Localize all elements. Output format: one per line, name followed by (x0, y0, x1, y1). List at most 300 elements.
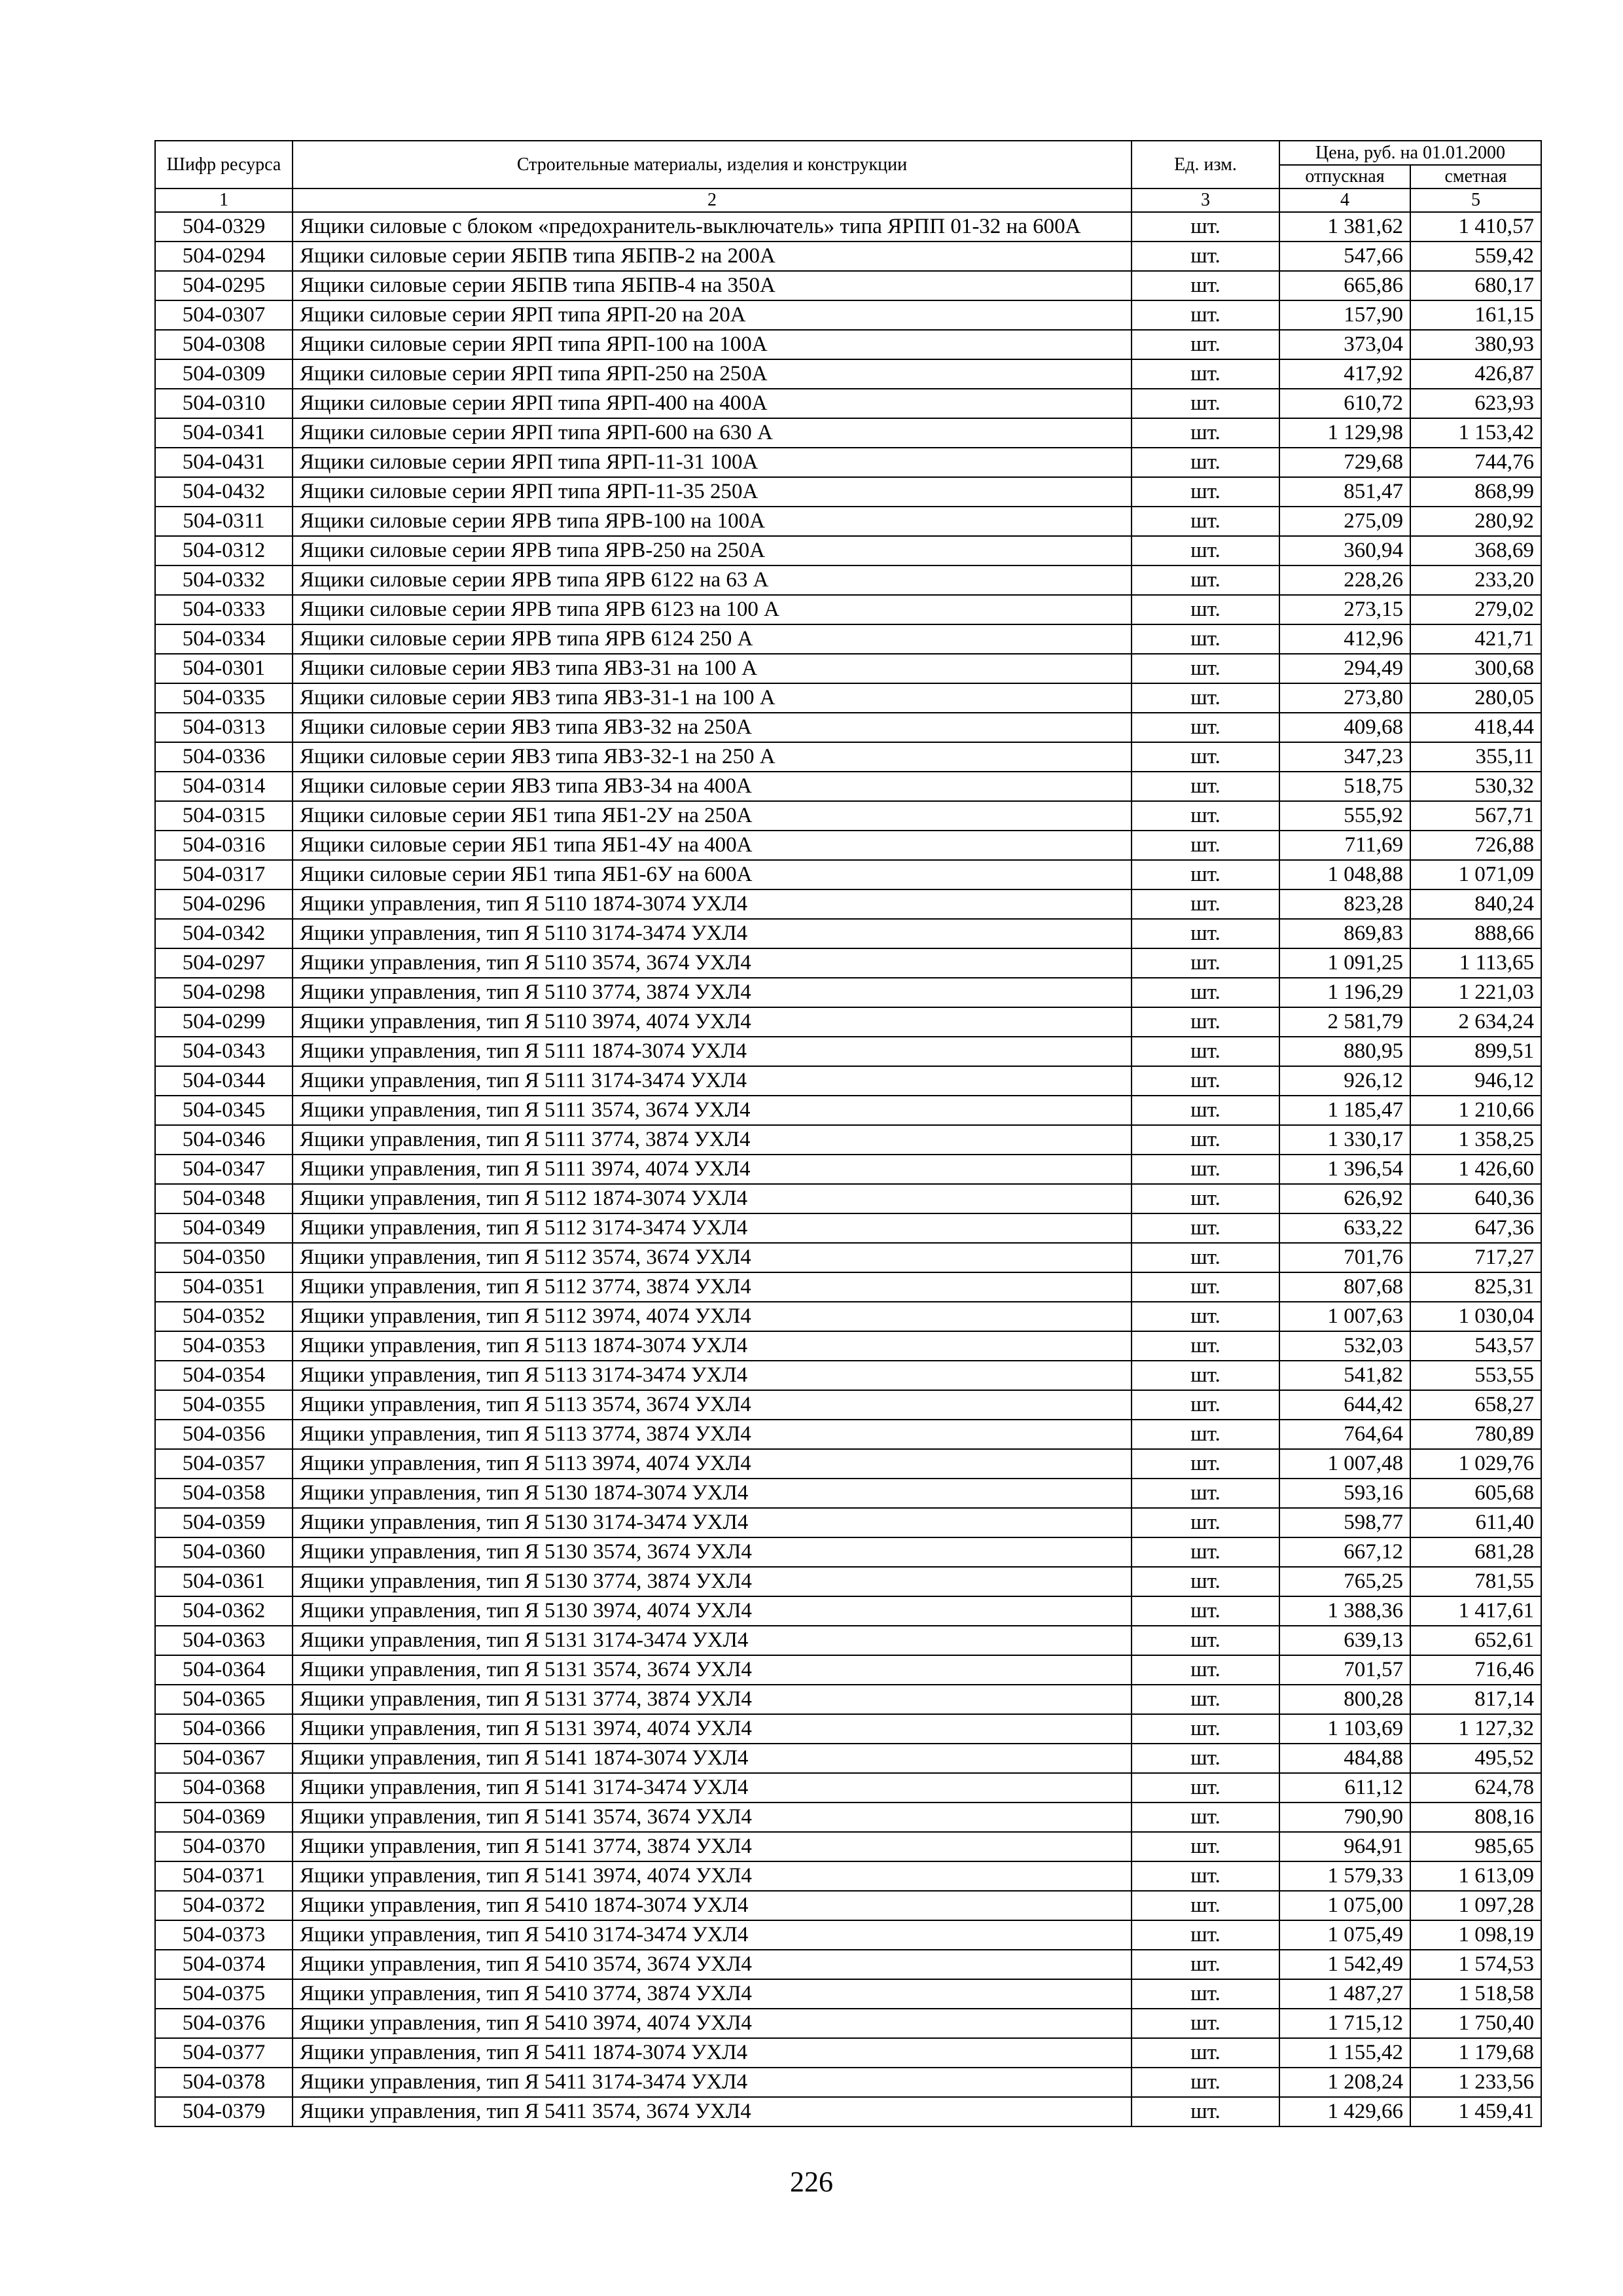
material-name: Ящики управления, тип Я 5410 1874-3074 УХЛ4 (293, 1891, 1132, 1920)
table-row (155, 1420, 1541, 1449)
table-row (155, 1567, 1541, 1596)
resource-code: 504-0364 (155, 1655, 293, 1685)
material-name: Ящики управления, тип Я 5113 1874-3074 УХЛ4 (293, 1331, 1132, 1361)
material-name: Ящики управления, тип Я 5110 3774, 3874 УХЛ4 (293, 978, 1132, 1007)
resource-code: 504-0352 (155, 1302, 293, 1331)
unit-of-measure: шт. (1132, 2038, 1279, 2068)
material-name: Ящики силовые серии ЯРВ типа ЯРВ-100 на 100А (293, 507, 1132, 536)
resource-code: 504-0294 (155, 242, 293, 271)
release-price: 1 196,29 (1279, 978, 1410, 1007)
release-price: 800,28 (1279, 1685, 1410, 1714)
table-row (155, 1744, 1541, 1773)
resource-code: 504-0358 (155, 1479, 293, 1508)
material-name: Ящики управления, тип Я 5111 3174-3474 УХЛ4 (293, 1066, 1132, 1096)
estimate-price: 426,87 (1410, 359, 1541, 389)
material-name: Ящики управления, тип Я 5112 3174-3474 УХЛ4 (293, 1213, 1132, 1243)
table-row (155, 1479, 1541, 1508)
unit-of-measure: шт. (1132, 624, 1279, 654)
table-row (155, 595, 1541, 624)
resource-code: 504-0369 (155, 1803, 293, 1832)
release-price: 484,88 (1279, 1744, 1410, 1773)
header-unit: Ед. изм. (1132, 141, 1279, 188)
resource-code: 504-0350 (155, 1243, 293, 1272)
header-release-price: отпускная (1279, 165, 1410, 188)
release-price: 1 330,17 (1279, 1125, 1410, 1155)
material-name: Ящики силовые серии ЯРП типа ЯРП-20 на 20А (293, 300, 1132, 330)
resource-code: 504-0344 (155, 1066, 293, 1096)
estimate-price: 1 410,57 (1410, 212, 1541, 242)
release-price: 1 075,49 (1279, 1920, 1410, 1950)
table-body (155, 212, 1541, 2126)
unit-of-measure: шт. (1132, 300, 1279, 330)
release-price: 360,94 (1279, 536, 1410, 565)
release-price: 964,91 (1279, 1832, 1410, 1861)
estimate-price: 1 113,65 (1410, 948, 1541, 978)
material-name: Ящики управления, тип Я 5111 3574, 3674 УХЛ4 (293, 1096, 1132, 1125)
unit-of-measure: шт. (1132, 1979, 1279, 2009)
resource-code: 504-0342 (155, 919, 293, 948)
table-row (155, 654, 1541, 683)
material-name: Ящики силовые серии ЯРВ типа ЯРВ-250 на 250А (293, 536, 1132, 565)
estimate-price: 1 426,60 (1410, 1155, 1541, 1184)
material-name: Ящики управления, тип Я 5113 3174-3474 УХЛ4 (293, 1361, 1132, 1390)
table-row (155, 1390, 1541, 1420)
column-number: 1 (155, 188, 293, 212)
estimate-price: 1 750,40 (1410, 2009, 1541, 2038)
material-name: Ящики управления, тип Я 5141 3174-3474 УХЛ4 (293, 1773, 1132, 1803)
release-price: 373,04 (1279, 330, 1410, 359)
material-name: Ящики управления, тип Я 5141 3774, 3874 УХЛ4 (293, 1832, 1132, 1861)
estimate-price: 1 518,58 (1410, 1979, 1541, 2009)
release-price: 665,86 (1279, 271, 1410, 300)
release-price: 701,76 (1279, 1243, 1410, 1272)
release-price: 275,09 (1279, 507, 1410, 536)
resource-code: 504-0299 (155, 1007, 293, 1037)
material-name: Ящики управления, тип Я 5112 3774, 3874 УХЛ4 (293, 1272, 1132, 1302)
release-price: 807,68 (1279, 1272, 1410, 1302)
unit-of-measure: шт. (1132, 1891, 1279, 1920)
resource-code: 504-0353 (155, 1331, 293, 1361)
resource-code: 504-0355 (155, 1390, 293, 1420)
release-price: 273,15 (1279, 595, 1410, 624)
table-row (155, 1155, 1541, 1184)
material-name: Ящики управления, тип Я 5112 1874-3074 УХЛ4 (293, 1184, 1132, 1213)
resource-code: 504-0366 (155, 1714, 293, 1744)
release-price: 1 208,24 (1279, 2068, 1410, 2097)
resource-code: 504-0372 (155, 1891, 293, 1920)
estimate-price: 421,71 (1410, 624, 1541, 654)
table-row (155, 300, 1541, 330)
table-row (155, 978, 1541, 1007)
material-name: Ящики силовые серии ЯБ1 типа ЯБ1-6У на 600А (293, 860, 1132, 889)
resource-code: 504-0333 (155, 595, 293, 624)
estimate-price: 611,40 (1410, 1508, 1541, 1537)
material-name: Ящики силовые серии ЯРП типа ЯРП-400 на 400А (293, 389, 1132, 418)
table-row (155, 1950, 1541, 1979)
estimate-price: 553,55 (1410, 1361, 1541, 1390)
material-name: Ящики силовые серии ЯБ1 типа ЯБ1-2У на 250А (293, 801, 1132, 831)
material-name: Ящики силовые с блоком «предохранитель-выключатель» типа ЯРПП 01-32 на 600А (293, 212, 1132, 242)
material-name: Ящики управления, тип Я 5112 3574, 3674 УХЛ4 (293, 1243, 1132, 1272)
price-table (154, 140, 1542, 2127)
unit-of-measure: шт. (1132, 1390, 1279, 1420)
estimate-price: 624,78 (1410, 1773, 1541, 1803)
release-price: 633,22 (1279, 1213, 1410, 1243)
unit-of-measure: шт. (1132, 2068, 1279, 2097)
resource-code: 504-0297 (155, 948, 293, 978)
material-name: Ящики управления, тип Я 5131 3574, 3674 УХЛ4 (293, 1655, 1132, 1685)
resource-code: 504-0432 (155, 477, 293, 507)
release-price: 1 103,69 (1279, 1714, 1410, 1744)
table-header (155, 141, 1541, 212)
table-row (155, 1979, 1541, 2009)
estimate-price: 380,93 (1410, 330, 1541, 359)
unit-of-measure: шт. (1132, 1567, 1279, 1596)
column-number: 5 (1410, 188, 1541, 212)
release-price: 1 075,00 (1279, 1891, 1410, 1920)
release-price: 1 007,63 (1279, 1302, 1410, 1331)
estimate-price: 868,99 (1410, 477, 1541, 507)
unit-of-measure: шт. (1132, 1125, 1279, 1155)
table-row (155, 1361, 1541, 1390)
resource-code: 504-0332 (155, 565, 293, 595)
unit-of-measure: шт. (1132, 1331, 1279, 1361)
table-row (155, 1331, 1541, 1361)
estimate-price: 161,15 (1410, 300, 1541, 330)
material-name: Ящики силовые серии ЯБ1 типа ЯБ1-4У на 400А (293, 831, 1132, 860)
release-price: 701,57 (1279, 1655, 1410, 1685)
unit-of-measure: шт. (1132, 683, 1279, 713)
table-row (155, 683, 1541, 713)
material-name: Ящики управления, тип Я 5411 1874-3074 УХЛ4 (293, 2038, 1132, 2068)
release-price: 409,68 (1279, 713, 1410, 742)
unit-of-measure: шт. (1132, 2097, 1279, 2126)
release-price: 1 487,27 (1279, 1979, 1410, 2009)
unit-of-measure: шт. (1132, 1655, 1279, 1685)
estimate-price: 780,89 (1410, 1420, 1541, 1449)
release-price: 228,26 (1279, 565, 1410, 595)
resource-code: 504-0295 (155, 271, 293, 300)
material-name: Ящики силовые серии ЯРВ типа ЯРВ 6123 на 100 А (293, 595, 1132, 624)
release-price: 626,92 (1279, 1184, 1410, 1213)
table-row (155, 1037, 1541, 1066)
header-price: Цена, руб. на 01.01.2000 (1279, 141, 1541, 165)
table-row (155, 477, 1541, 507)
column-number: 2 (293, 188, 1132, 212)
release-price: 1 185,47 (1279, 1096, 1410, 1125)
resource-code: 504-0351 (155, 1272, 293, 1302)
table-row (155, 1803, 1541, 1832)
unit-of-measure: шт. (1132, 1537, 1279, 1567)
resource-code: 504-0378 (155, 2068, 293, 2097)
release-price: 1 396,54 (1279, 1155, 1410, 1184)
unit-of-measure: шт. (1132, 448, 1279, 477)
table-row (155, 772, 1541, 801)
material-name: Ящики управления, тип Я 5410 3974, 4074 УХЛ4 (293, 2009, 1132, 2038)
material-name: Ящики управления, тип Я 5110 3174-3474 УХЛ4 (293, 919, 1132, 948)
material-name: Ящики управления, тип Я 5130 1874-3074 УХЛ4 (293, 1479, 1132, 1508)
resource-code: 504-0379 (155, 2097, 293, 2126)
release-price: 1 129,98 (1279, 418, 1410, 448)
unit-of-measure: шт. (1132, 1449, 1279, 1479)
release-price: 851,47 (1279, 477, 1410, 507)
material-name: Ящики управления, тип Я 5110 1874-3074 УХЛ4 (293, 889, 1132, 919)
estimate-price: 1 098,19 (1410, 1920, 1541, 1950)
resource-code: 504-0347 (155, 1155, 293, 1184)
resource-code: 504-0334 (155, 624, 293, 654)
resource-code: 504-0365 (155, 1685, 293, 1714)
estimate-price: 717,27 (1410, 1243, 1541, 1272)
resource-code: 504-0311 (155, 507, 293, 536)
resource-code: 504-0348 (155, 1184, 293, 1213)
estimate-price: 300,68 (1410, 654, 1541, 683)
material-name: Ящики управления, тип Я 5113 3574, 3674 УХЛ4 (293, 1390, 1132, 1420)
resource-code: 504-0373 (155, 1920, 293, 1950)
unit-of-measure: шт. (1132, 1420, 1279, 1449)
resource-code: 504-0360 (155, 1537, 293, 1567)
estimate-price: 1 127,32 (1410, 1714, 1541, 1744)
table-row (155, 1920, 1541, 1950)
unit-of-measure: шт. (1132, 1096, 1279, 1125)
estimate-price: 744,76 (1410, 448, 1541, 477)
resource-code: 504-0329 (155, 212, 293, 242)
unit-of-measure: шт. (1132, 330, 1279, 359)
header-name: Строительные материалы, изделия и конструкции (293, 141, 1132, 188)
resource-code: 504-0346 (155, 1125, 293, 1155)
material-name: Ящики управления, тип Я 5130 3574, 3674 УХЛ4 (293, 1537, 1132, 1567)
resource-code: 504-0370 (155, 1832, 293, 1861)
unit-of-measure: шт. (1132, 1861, 1279, 1891)
unit-of-measure: шт. (1132, 860, 1279, 889)
estimate-price: 680,17 (1410, 271, 1541, 300)
estimate-price: 825,31 (1410, 1272, 1541, 1302)
unit-of-measure: шт. (1132, 1596, 1279, 1626)
release-price: 823,28 (1279, 889, 1410, 919)
release-price: 764,64 (1279, 1420, 1410, 1449)
table-row (155, 1449, 1541, 1479)
table-row (155, 389, 1541, 418)
release-price: 555,92 (1279, 801, 1410, 831)
unit-of-measure: шт. (1132, 1361, 1279, 1390)
table-row (155, 2068, 1541, 2097)
resource-code: 504-0317 (155, 860, 293, 889)
table-row (155, 1861, 1541, 1891)
estimate-price: 280,05 (1410, 683, 1541, 713)
estimate-price: 1 459,41 (1410, 2097, 1541, 2126)
resource-code: 504-0367 (155, 1744, 293, 1773)
estimate-price: 530,32 (1410, 772, 1541, 801)
unit-of-measure: шт. (1132, 477, 1279, 507)
resource-code: 504-0314 (155, 772, 293, 801)
unit-of-measure: шт. (1132, 713, 1279, 742)
estimate-price: 495,52 (1410, 1744, 1541, 1773)
release-price: 412,96 (1279, 624, 1410, 654)
release-price: 1 388,36 (1279, 1596, 1410, 1626)
resource-code: 504-0361 (155, 1567, 293, 1596)
table-row (155, 713, 1541, 742)
estimate-price: 1 574,53 (1410, 1950, 1541, 1979)
release-price: 518,75 (1279, 772, 1410, 801)
material-name: Ящики управления, тип Я 5113 3774, 3874 УХЛ4 (293, 1420, 1132, 1449)
material-name: Ящики управления, тип Я 5130 3974, 4074 УХЛ4 (293, 1596, 1132, 1626)
release-price: 711,69 (1279, 831, 1410, 860)
estimate-price: 840,24 (1410, 889, 1541, 919)
unit-of-measure: шт. (1132, 742, 1279, 772)
unit-of-measure: шт. (1132, 242, 1279, 271)
table-row (155, 418, 1541, 448)
material-name: Ящики силовые серии ЯВЗ типа ЯВЗ-31-1 на 100 А (293, 683, 1132, 713)
estimate-price: 418,44 (1410, 713, 1541, 742)
table-row (155, 1096, 1541, 1125)
unit-of-measure: шт. (1132, 1626, 1279, 1655)
unit-of-measure: шт. (1132, 1213, 1279, 1243)
table-row (155, 242, 1541, 271)
resource-code: 504-0357 (155, 1449, 293, 1479)
unit-of-measure: шт. (1132, 801, 1279, 831)
release-price: 593,16 (1279, 1479, 1410, 1508)
resource-code: 504-0315 (155, 801, 293, 831)
material-name: Ящики силовые серии ЯРП типа ЯРП-11-31 100А (293, 448, 1132, 477)
release-price: 294,49 (1279, 654, 1410, 683)
unit-of-measure: шт. (1132, 1243, 1279, 1272)
table-row (155, 1832, 1541, 1861)
resource-code: 504-0343 (155, 1037, 293, 1066)
table-row (155, 1891, 1541, 1920)
table-row (155, 1596, 1541, 1626)
release-price: 532,03 (1279, 1331, 1410, 1361)
resource-code: 504-0308 (155, 330, 293, 359)
estimate-price: 559,42 (1410, 242, 1541, 271)
release-price: 417,92 (1279, 359, 1410, 389)
table-row (155, 1537, 1541, 1567)
unit-of-measure: шт. (1132, 889, 1279, 919)
table-row (155, 1272, 1541, 1302)
material-name: Ящики управления, тип Я 5141 3574, 3674 УХЛ4 (293, 1803, 1132, 1832)
unit-of-measure: шт. (1132, 1007, 1279, 1037)
estimate-price: 985,65 (1410, 1832, 1541, 1861)
price-table-container (154, 140, 1541, 2127)
table-row (155, 1773, 1541, 1803)
table-row (155, 565, 1541, 595)
unit-of-measure: шт. (1132, 1714, 1279, 1744)
unit-of-measure: шт. (1132, 919, 1279, 948)
material-name: Ящики силовые серии ЯРП типа ЯРП-100 на 100А (293, 330, 1132, 359)
resource-code: 504-0313 (155, 713, 293, 742)
material-name: Ящики управления, тип Я 5112 3974, 4074 УХЛ4 (293, 1302, 1132, 1331)
estimate-price: 567,71 (1410, 801, 1541, 831)
header-code: Шифр ресурса (155, 141, 293, 188)
release-price: 2 581,79 (1279, 1007, 1410, 1037)
resource-code: 504-0354 (155, 1361, 293, 1390)
table-row (155, 212, 1541, 242)
unit-of-measure: шт. (1132, 1272, 1279, 1302)
material-name: Ящики силовые серии ЯВЗ типа ЯВЗ-32 на 250А (293, 713, 1132, 742)
release-price: 273,80 (1279, 683, 1410, 713)
material-name: Ящики силовые серии ЯБПВ типа ЯБПВ-2 на 200А (293, 242, 1132, 271)
resource-code: 504-0312 (155, 536, 293, 565)
material-name: Ящики управления, тип Я 5131 3774, 3874 УХЛ4 (293, 1685, 1132, 1714)
resource-code: 504-0301 (155, 654, 293, 683)
unit-of-measure: шт. (1132, 2009, 1279, 2038)
material-name: Ящики силовые серии ЯРП типа ЯРП-250 на 250А (293, 359, 1132, 389)
estimate-price: 1 221,03 (1410, 978, 1541, 1007)
resource-code: 504-0307 (155, 300, 293, 330)
table-row (155, 1508, 1541, 1537)
table-row (155, 2009, 1541, 2038)
resource-code: 504-0298 (155, 978, 293, 1007)
table-row (155, 948, 1541, 978)
estimate-price: 716,46 (1410, 1655, 1541, 1685)
unit-of-measure: шт. (1132, 948, 1279, 978)
estimate-price: 652,61 (1410, 1626, 1541, 1655)
material-name: Ящики силовые серии ЯБПВ типа ЯБПВ-4 на 350А (293, 271, 1132, 300)
estimate-price: 1 030,04 (1410, 1302, 1541, 1331)
table-row (155, 1626, 1541, 1655)
release-price: 1 429,66 (1279, 2097, 1410, 2126)
estimate-price: 888,66 (1410, 919, 1541, 948)
estimate-price: 647,36 (1410, 1213, 1541, 1243)
table-row (155, 742, 1541, 772)
material-name: Ящики управления, тип Я 5130 3774, 3874 УХЛ4 (293, 1567, 1132, 1596)
unit-of-measure: шт. (1132, 536, 1279, 565)
unit-of-measure: шт. (1132, 1037, 1279, 1066)
estimate-price: 1 417,61 (1410, 1596, 1541, 1626)
unit-of-measure: шт. (1132, 654, 1279, 683)
release-price: 611,12 (1279, 1773, 1410, 1803)
resource-code: 504-0310 (155, 389, 293, 418)
material-name: Ящики управления, тип Я 5111 3774, 3874 УХЛ4 (293, 1125, 1132, 1155)
resource-code: 504-0376 (155, 2009, 293, 2038)
release-price: 547,66 (1279, 242, 1410, 271)
release-price: 1 715,12 (1279, 2009, 1410, 2038)
table-row (155, 1007, 1541, 1037)
estimate-price: 946,12 (1410, 1066, 1541, 1096)
material-name: Ящики управления, тип Я 5130 3174-3474 УХЛ4 (293, 1508, 1132, 1537)
estimate-price: 1 029,76 (1410, 1449, 1541, 1479)
table-row (155, 330, 1541, 359)
resource-code: 504-0363 (155, 1626, 293, 1655)
table-row (155, 271, 1541, 300)
release-price: 765,25 (1279, 1567, 1410, 1596)
table-row (155, 1184, 1541, 1213)
release-price: 1 381,62 (1279, 212, 1410, 242)
table-row (155, 1655, 1541, 1685)
table-row (155, 448, 1541, 477)
unit-of-measure: шт. (1132, 418, 1279, 448)
estimate-price: 726,88 (1410, 831, 1541, 860)
table-row (155, 1213, 1541, 1243)
estimate-price: 233,20 (1410, 565, 1541, 595)
unit-of-measure: шт. (1132, 1155, 1279, 1184)
estimate-price: 808,16 (1410, 1803, 1541, 1832)
resource-code: 504-0335 (155, 683, 293, 713)
release-price: 598,77 (1279, 1508, 1410, 1537)
column-number: 4 (1279, 188, 1410, 212)
material-name: Ящики силовые серии ЯРВ типа ЯРВ 6124 250 А (293, 624, 1132, 654)
resource-code: 504-0362 (155, 1596, 293, 1626)
unit-of-measure: шт. (1132, 1685, 1279, 1714)
table-row (155, 1714, 1541, 1744)
estimate-price: 2 634,24 (1410, 1007, 1541, 1037)
material-name: Ящики управления, тип Я 5131 3174-3474 УХЛ4 (293, 1626, 1132, 1655)
release-price: 1 155,42 (1279, 2038, 1410, 2068)
resource-code: 504-0377 (155, 2038, 293, 2068)
unit-of-measure: шт. (1132, 1803, 1279, 1832)
table-row (155, 1243, 1541, 1272)
unit-of-measure: шт. (1132, 595, 1279, 624)
estimate-price: 1 153,42 (1410, 418, 1541, 448)
material-name: Ящики управления, тип Я 5131 3974, 4074 УХЛ4 (293, 1714, 1132, 1744)
